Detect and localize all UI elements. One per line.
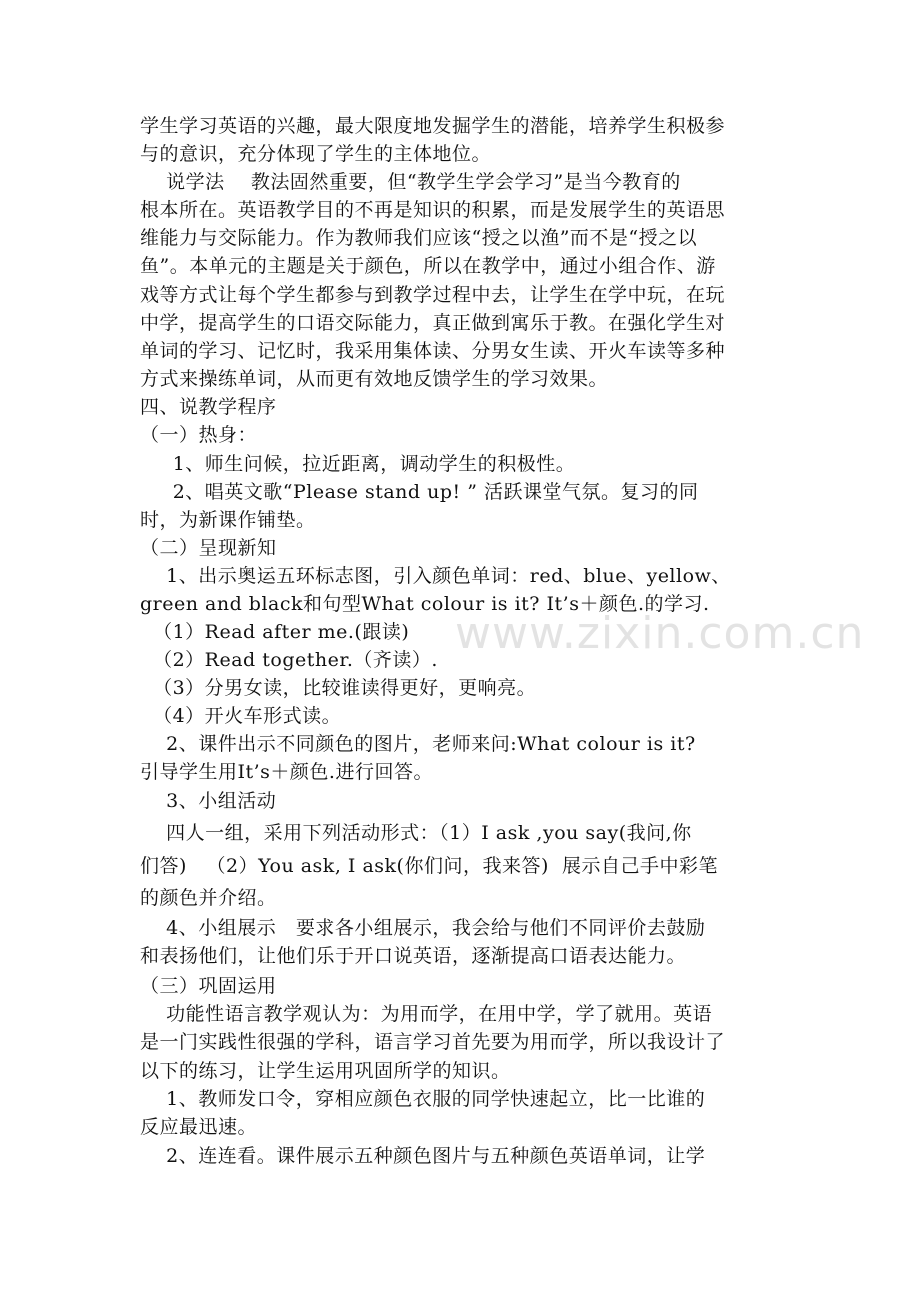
text-line: 2、课件出示不同颜色的图片，老师来问:What colour is it? [140,733,696,755]
text-line: 的颜色并介绍。 [140,887,277,909]
text-line: 学生学习英语的兴趣，最大限度地发掘学生的潜能，培养学生积极参 [140,115,726,137]
text-line: 单词的学习、记忆时，我采用集体读、分男女生读、开火车读等多种 [140,340,726,362]
text-line: 戏等方式让每个学生都参与到教学过程中去，让学生在学中玩，在玩 [140,284,726,306]
text-line: 中学，提高学生的口语交际能力，真正做到寓乐于教。在强化学生对 [140,312,726,334]
text-line: （三）巩固运用 [140,975,277,997]
text-line: 反应最迅速。 [140,1116,258,1138]
text-line: 1、教师发口令，穿相应颜色衣服的同学快速起立，比一比谁的 [140,1088,706,1110]
text-line: 2、连连看。课件展示五种颜色图片与五种颜色英语单词，让学 [140,1145,706,1167]
text-line: 四人一组，采用下列活动形式：（1）I ask ,you say(我问,你 [140,822,692,844]
text-line: （3）分男女读，比较谁读得更好，更响亮。 [140,677,537,699]
text-line: 以下的练习，让学生运用巩固所学的知识。 [140,1060,511,1082]
text-line: green and black和句型What colour is it? It’s＋颜色.的学习. [140,593,710,615]
text-line: 根本所在。英语教学目的不再是知识的积累，而是发展学生的英语思 [140,199,726,221]
text-line: 时，为新课作铺垫。 [140,509,316,531]
text-line: 功能性语言教学观认为：为用而学，在用中学，学了就用。英语 [140,1003,713,1025]
text-line: （一）热身： [140,424,258,446]
text-line: 2、唱英文歌“Please stand up! ” 活跃课堂气氛。复习的同 [140,481,699,503]
text-line: 3、小组活动 [140,790,277,812]
text-line: （1）Read after me.(跟读) [140,621,410,643]
watermark: www.zixin.com.cn [455,608,865,659]
text-line: 是一门实践性很强的学科，语言学习首先要为用而学，所以我设计了 [140,1031,726,1053]
text-line: 1、出示奥运五环标志图，引入颜色单词：red、blue、yellow、 [140,565,731,587]
text-line: 1、师生问候，拉近距离，调动学生的积极性。 [140,453,576,475]
text-line: 说学法 教法固然重要，但“教学生学会学习”是当今教育的 [140,171,681,193]
text-line: （2）Read together.（齐读）. [140,649,438,671]
text-line: 和表扬他们，让他们乐于开口说英语，逐渐提高口语表达能力。 [140,945,687,967]
text-line: 们答) （2）You ask, I ask(你们问，我来答) 展示自己手中彩笔 [140,855,718,877]
text-line: 方式来操练单词，从而更有效地反馈学生的学习效果。 [140,368,609,390]
text-line: 引导学生用It’s＋颜色.进行回答。 [140,761,433,783]
text-line: （二）呈现新知 [140,537,277,559]
text-line: 维能力与交际能力。作为教师我们应该“授之以渔”而不是“授之以 [140,227,698,249]
text-line: 四、说教学程序 [140,396,277,418]
text-line: 鱼”。本单元的主题是关于颜色，所以在教学中，通过小组合作、游 [140,255,716,277]
text-line: （4）开火车形式读。 [140,705,342,727]
text-line: 与的意识，充分体现了学生的主体地位。 [140,143,492,165]
text-line: 4、小组展示 要求各小组展示，我会给与他们不同评价去鼓励 [140,917,706,939]
